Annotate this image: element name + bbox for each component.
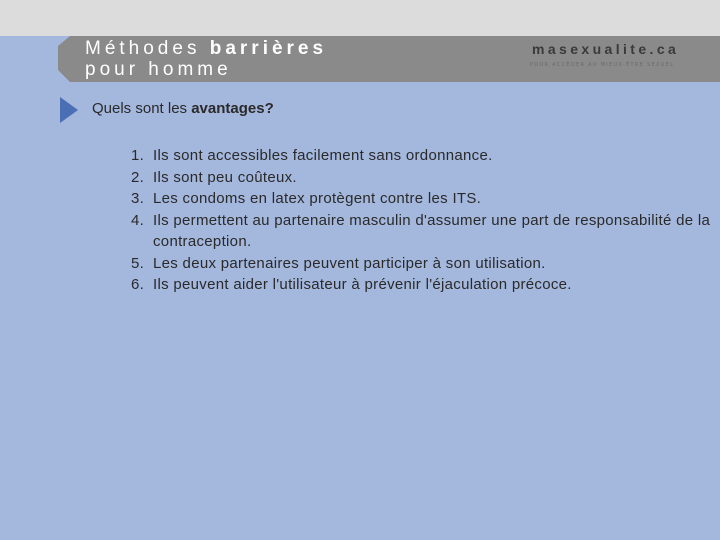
title-line2: pour homme <box>85 59 232 80</box>
item-text: Ils peuvent aider l'utilisateur à prévenir l'éjaculation précoce. <box>153 276 572 293</box>
advantages-list <box>131 145 711 296</box>
item-number: 6. <box>131 276 145 293</box>
item-number: 1. <box>131 147 145 164</box>
item-number: 4. <box>131 211 145 229</box>
title-part1: Méthodes <box>85 38 210 59</box>
brand-logo: masexualite.ca <box>532 41 680 57</box>
list-item <box>131 145 711 167</box>
list-item <box>131 274 711 296</box>
item-number: 3. <box>131 190 145 207</box>
brand-tagline: POUR ACCÉDER AU MIEUX-ÊTRE SEXUEL <box>530 62 675 68</box>
top-bar <box>0 0 720 36</box>
list-item <box>131 210 711 253</box>
slide-title <box>85 38 327 80</box>
item-number: 2. <box>131 168 145 186</box>
list-item <box>131 188 711 210</box>
item-text: Les condoms en latex protègent contre les ITS. <box>153 190 482 207</box>
item-text: Ils permettent au partenaire masculin d'assumer une part de responsabilité de la contraception. <box>153 211 711 250</box>
question-heading <box>92 100 274 117</box>
question-prefix: Quels sont les <box>92 100 192 117</box>
list-item <box>131 167 711 189</box>
item-text: Les deux partenaires peuvent participer à son utilisation. <box>153 254 546 272</box>
question-emphasis: avantages? <box>191 100 274 117</box>
list-item <box>131 253 711 275</box>
item-number: 5. <box>131 254 145 272</box>
item-text: Ils sont accessibles facilement sans ordonnance. <box>153 147 493 164</box>
title-part2: barrières <box>209 38 328 59</box>
item-text: Ils sont peu coûteux. <box>153 168 297 186</box>
arrow-bullet-icon <box>60 97 80 123</box>
